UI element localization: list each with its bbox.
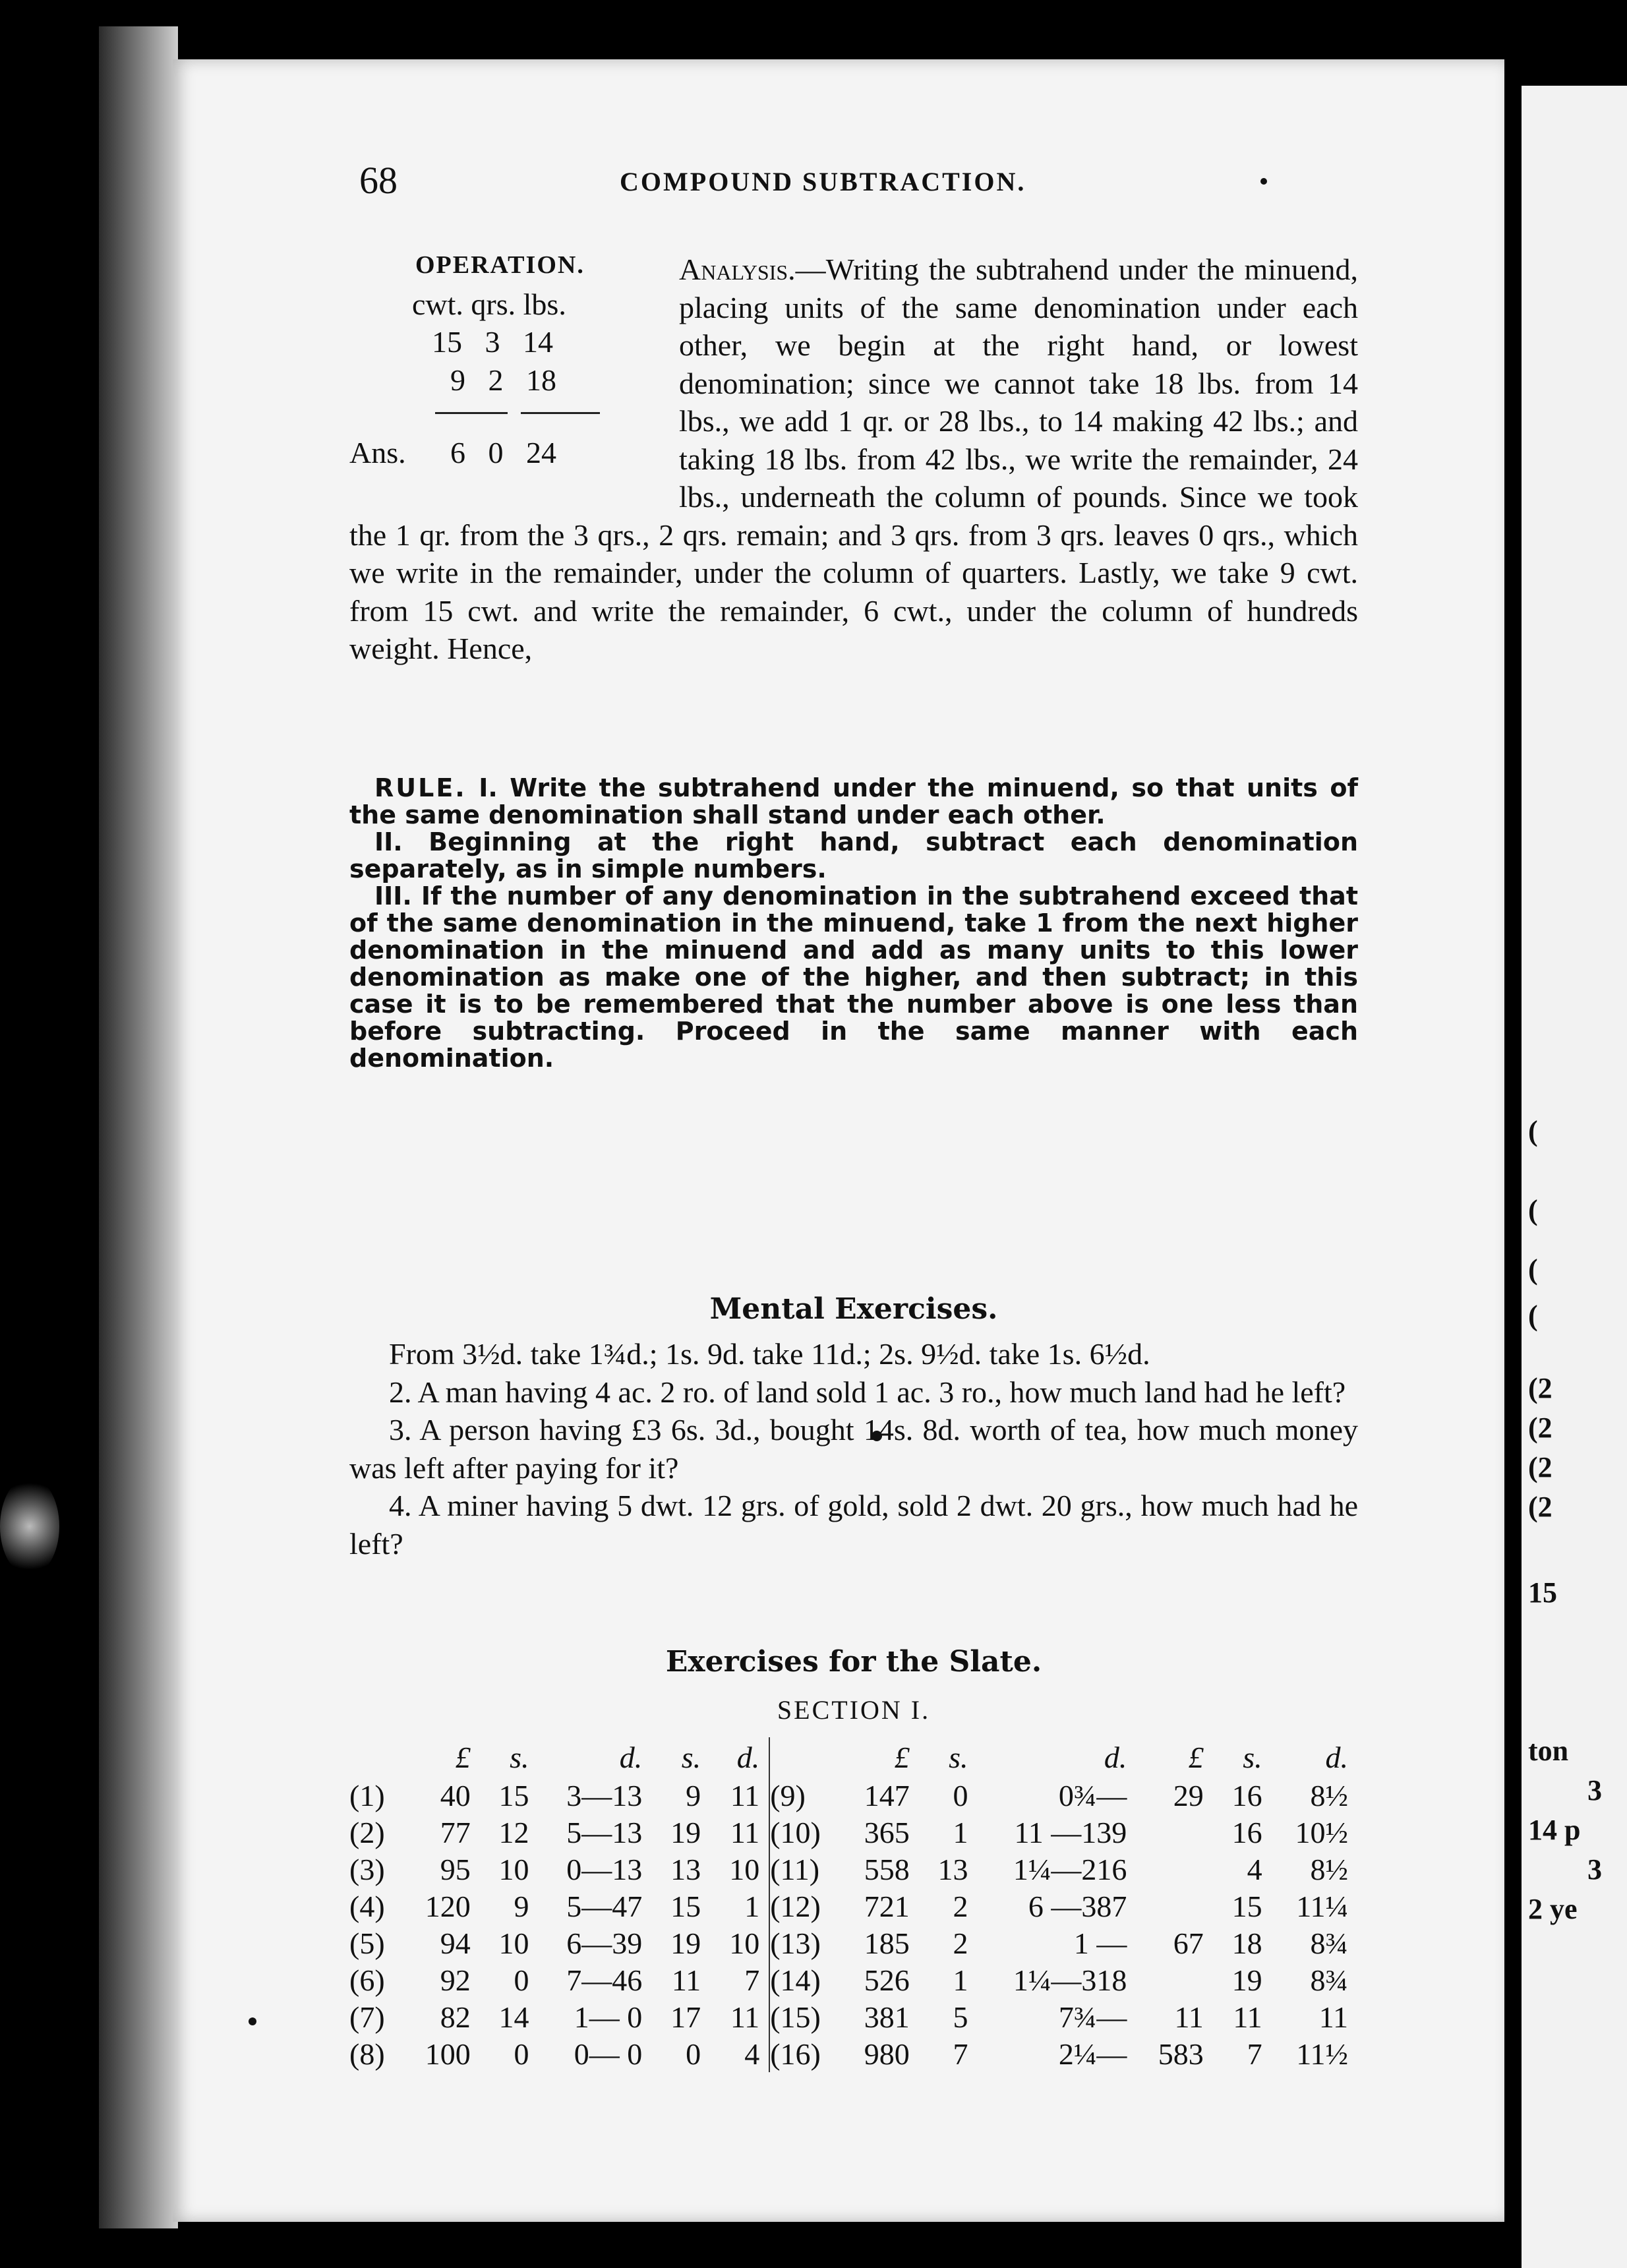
table-cell: 7—46 bbox=[566, 1963, 643, 1997]
table-cell: 4 bbox=[1247, 1852, 1262, 1886]
page-number: 68 bbox=[359, 159, 398, 202]
table-cell: 1¼—318 bbox=[1013, 1963, 1127, 1997]
mental-question: 3. A person having £3 6s. 3d., bought 14s. 8d. worth of tea, how much money was left after paying for it? bbox=[349, 1413, 1358, 1485]
book-page-edges bbox=[99, 26, 178, 2228]
table-cell: 16 bbox=[1231, 1815, 1262, 1849]
table-cell: 0 bbox=[514, 2037, 529, 2071]
facing-page-fragment: 14 p bbox=[1528, 1814, 1581, 1846]
rule-label: RULE. bbox=[374, 773, 467, 802]
table-cell: 11 bbox=[1318, 2000, 1348, 2034]
table-row bbox=[349, 1777, 1357, 1814]
table-cell: 1— 0 bbox=[574, 2000, 643, 2034]
table-cell: 29 bbox=[1173, 1778, 1204, 1812]
rule-paragraph-2: II. Beginning at the right hand, subtract each denomination separately, as in simple numbers. bbox=[349, 827, 1358, 883]
table-cell: 10 bbox=[498, 1852, 529, 1886]
table-cell: (13) bbox=[770, 1926, 821, 1960]
column-header: £ bbox=[894, 1740, 910, 1774]
facing-page-fragment: ton bbox=[1528, 1735, 1569, 1767]
table-cell: 15 bbox=[1231, 1889, 1262, 1923]
table-cell: 1 — bbox=[1073, 1926, 1127, 1960]
table-cell: 11 bbox=[671, 1963, 701, 1997]
table-cell: 12 bbox=[498, 1815, 529, 1849]
table-cell: 0 bbox=[686, 2037, 701, 2071]
facing-page-fragment: (2 bbox=[1528, 1412, 1553, 1444]
table-cell: 120 bbox=[425, 1889, 471, 1923]
facing-page-fragment: ( bbox=[1528, 1253, 1538, 1286]
table-cell: 19 bbox=[1231, 1963, 1262, 1997]
running-head: COMPOUND SUBTRACTION. bbox=[620, 167, 1026, 196]
mental-question: 2. A man having 4 ac. 2 ro. of land sold 1 ac. 3 ro., how much land had he left? bbox=[389, 1375, 1346, 1409]
table-cell: 8½ bbox=[1310, 1852, 1348, 1886]
table-cell: 4 bbox=[710, 2035, 769, 2072]
table-cell: 8¾ bbox=[1310, 1963, 1348, 1997]
table-cell: 7 bbox=[710, 1961, 769, 1998]
table-cell: 11 bbox=[1233, 2000, 1262, 2034]
facing-page-fragment: ( bbox=[1528, 1115, 1538, 1147]
table-cell: 558 bbox=[864, 1852, 910, 1886]
table-cell: 7 bbox=[1247, 2037, 1262, 2071]
rule-paragraph-3: III. If the number of any denomination in the subtrahend exceed that of the same denomination in the minuend, take 1 from the next higher denomination in the minuend and add as many units to this lower denomination as make one of the higher, and then subtract; in this case it is to be remembered that the number above is one less than before subtracting. Proceed in the same manner with each denomination. bbox=[349, 881, 1358, 1073]
table-cell: 721 bbox=[864, 1889, 910, 1923]
column-header: s. bbox=[1243, 1740, 1262, 1774]
column-header: d. bbox=[619, 1740, 643, 1774]
column-header: s. bbox=[949, 1740, 968, 1774]
table-cell: (12) bbox=[770, 1889, 821, 1923]
rule-block bbox=[349, 775, 1358, 1072]
table-cell bbox=[1136, 1888, 1212, 1925]
table-cell: 526 bbox=[864, 1963, 910, 1997]
answer-label: Ans. bbox=[349, 436, 406, 469]
table-cell: 6 —387 bbox=[1028, 1889, 1127, 1923]
facing-page-fragment: 2 ye bbox=[1528, 1893, 1578, 1925]
page-content bbox=[349, 158, 1358, 2071]
rule-paragraph-1 bbox=[349, 775, 1358, 829]
table-cell: 77 bbox=[440, 1815, 471, 1849]
table-cell: 9 bbox=[686, 1778, 701, 1812]
table-cell: 13 bbox=[937, 1852, 968, 1886]
table-cell: (4) bbox=[349, 1889, 385, 1923]
table-cell: (1) bbox=[349, 1778, 385, 1812]
table-cell: 67 bbox=[1173, 1926, 1204, 1960]
table-cell: 7¾— bbox=[1058, 2000, 1127, 2034]
table-cell: (3) bbox=[349, 1852, 385, 1886]
table-cell: 11 bbox=[710, 1814, 769, 1851]
table-cell: 9 bbox=[514, 1889, 529, 1923]
table-row bbox=[349, 1814, 1357, 1851]
table-row bbox=[349, 1998, 1357, 2035]
table-cell: 95 bbox=[440, 1852, 471, 1886]
table-cell: 8¾ bbox=[1310, 1926, 1348, 1960]
table-header-row bbox=[349, 1737, 1357, 1777]
table-cell: (9) bbox=[770, 1778, 806, 1812]
light-glare bbox=[0, 1477, 59, 1576]
table-cell: 2¼— bbox=[1058, 2037, 1127, 2071]
table-cell: (10) bbox=[770, 1815, 821, 1849]
table-row bbox=[349, 1925, 1357, 1961]
facing-page-fragment: (2 bbox=[1528, 1451, 1553, 1483]
table-row bbox=[349, 2035, 1357, 2072]
operation-answer: 6 0 24 bbox=[450, 436, 556, 469]
operation-units: cwt. qrs. lbs. bbox=[412, 287, 566, 321]
table-cell: 147 bbox=[864, 1778, 910, 1812]
table-cell: 0 bbox=[514, 1963, 529, 1997]
ink-speck bbox=[249, 2017, 256, 2025]
mental-exercises bbox=[349, 1335, 1358, 1563]
table-cell: 0¾— bbox=[1058, 1778, 1127, 1812]
table-cell: 5—47 bbox=[566, 1889, 643, 1923]
table-cell: (6) bbox=[349, 1963, 385, 1997]
table-cell: (7) bbox=[349, 2000, 385, 2034]
table-cell: (15) bbox=[770, 2000, 821, 2034]
page-header bbox=[349, 158, 1358, 211]
facing-page-fragment: (2 bbox=[1528, 1372, 1553, 1404]
table-cell: 15 bbox=[498, 1778, 529, 1812]
table-cell: 185 bbox=[864, 1926, 910, 1960]
rule-text-1: I. Write the subtrahend under the minuend, so that units of the same denomination shall stand under each other. bbox=[349, 773, 1358, 829]
column-header: £ bbox=[1188, 1740, 1204, 1774]
table-cell: 583 bbox=[1158, 2037, 1204, 2071]
table-cell: 92 bbox=[440, 1963, 471, 1997]
table-cell: 381 bbox=[864, 2000, 910, 2034]
table-cell: 19 bbox=[670, 1815, 701, 1849]
operation-minuend: 15 3 14 bbox=[432, 325, 553, 359]
table-cell: 19 bbox=[670, 1926, 701, 1960]
table-cell: 980 bbox=[864, 2037, 910, 2071]
table-cell: 2 bbox=[953, 1889, 968, 1923]
facing-page-fragment: 15 bbox=[1528, 1576, 1557, 1609]
facing-page-fragment: (2 bbox=[1528, 1491, 1553, 1523]
table-cell: 11¼ bbox=[1296, 1889, 1348, 1923]
table-cell bbox=[1136, 1961, 1212, 1998]
table-cell bbox=[1136, 1851, 1212, 1888]
analysis-text: —Writing the subtrahend under the minuend, placing units of the same denomination under each other, we begin at the right hand, or lowest denomination; since we cannot take 18 lbs. from 14 lbs., we add 1 qr. or 28 lbs., to 14 making 42 lbs.; and taking 18 lbs. from 42 lbs., we write the remainder, 24 lbs., underneath the column of pounds. Since we took the 1 qr. from the 3 qrs., 2 qrs. remain; and 3 qrs. from 3 qrs. leaves 0 qrs., which we write in the remainder, under the column of quarters. Lastly, we take 9 cwt. from 15 cwt. and write the remainder, 6 cwt., under the column of hundreds weight. Hence, bbox=[349, 253, 1358, 665]
table-cell: 5—13 bbox=[566, 1815, 643, 1849]
table-cell: 7 bbox=[953, 2037, 968, 2071]
table-cell: 18 bbox=[1231, 1926, 1262, 1960]
table-cell: 8½ bbox=[1310, 1778, 1348, 1812]
section-label: SECTION I. bbox=[777, 1695, 931, 1725]
table-cell: 2 bbox=[953, 1926, 968, 1960]
table-row bbox=[349, 1888, 1357, 1925]
table-cell: 11½ bbox=[1296, 2037, 1348, 2071]
table-cell: 15 bbox=[670, 1889, 701, 1923]
mental-question: 4. A miner having 5 dwt. 12 grs. of gold, sold 2 dwt. 20 grs., how much had he left? bbox=[349, 1489, 1358, 1561]
facing-page-fragment: 3 bbox=[1587, 1774, 1602, 1806]
table-row bbox=[349, 1851, 1357, 1888]
table-cell: 11 bbox=[710, 1777, 769, 1814]
table-cell: 1 bbox=[953, 1815, 968, 1849]
table-cell: 10½ bbox=[1295, 1815, 1348, 1849]
table-cell: 365 bbox=[864, 1815, 910, 1849]
slate-exercises-heading: Exercises for the Slate. bbox=[665, 1645, 1042, 1679]
table-cell: (16) bbox=[770, 2037, 821, 2071]
column-header: d. bbox=[1104, 1740, 1127, 1774]
table-cell: 0—13 bbox=[566, 1852, 643, 1886]
table-cell: 6—39 bbox=[566, 1926, 643, 1960]
table-cell: (14) bbox=[770, 1963, 821, 1997]
table-cell: (8) bbox=[349, 2037, 385, 2071]
table-cell: 0— 0 bbox=[574, 2037, 643, 2071]
table-cell: 40 bbox=[440, 1778, 471, 1812]
table-cell: 3—13 bbox=[566, 1778, 643, 1812]
table-row bbox=[349, 1961, 1357, 1998]
table-cell: 17 bbox=[670, 2000, 701, 2034]
mental-question: From 3½d. take 1¾d.; 1s. 9d. take 11d.; 2s. 9½d. take 1s. 6½d. bbox=[389, 1337, 1150, 1371]
table-cell: 13 bbox=[670, 1852, 701, 1886]
table-cell: 0 bbox=[953, 1778, 968, 1812]
table-cell: 100 bbox=[425, 2037, 471, 2071]
table-cell: 10 bbox=[710, 1851, 769, 1888]
analysis-paragraph bbox=[349, 251, 1358, 668]
facing-page-fragment: ( bbox=[1528, 1299, 1538, 1332]
table-cell: 11 bbox=[1174, 2000, 1204, 2034]
table-cell: 82 bbox=[440, 2000, 471, 2034]
column-header: s. bbox=[681, 1740, 701, 1774]
exercise-table bbox=[349, 1737, 1358, 2072]
table-cell: 1¼—216 bbox=[1013, 1852, 1127, 1886]
table-cell: 14 bbox=[498, 2000, 529, 2034]
table-cell: 1 bbox=[953, 1963, 968, 1997]
table-cell: 11 bbox=[710, 1998, 769, 2035]
facing-page-fragment: 3 bbox=[1587, 1853, 1602, 1886]
facing-page bbox=[1522, 86, 1627, 2268]
analysis-lead: Analysis. bbox=[679, 253, 796, 286]
column-header: £ bbox=[455, 1740, 471, 1774]
facing-page-fragment: ( bbox=[1528, 1194, 1538, 1226]
table-cell bbox=[1136, 1814, 1212, 1851]
operation-label: OPERATION. bbox=[415, 251, 585, 279]
column-header: s. bbox=[510, 1740, 529, 1774]
table-cell: 10 bbox=[498, 1926, 529, 1960]
table-cell: (5) bbox=[349, 1926, 385, 1960]
table-cell: (2) bbox=[349, 1815, 385, 1849]
table-cell: 94 bbox=[440, 1926, 471, 1960]
table-cell: 1 bbox=[710, 1888, 769, 1925]
table-cell: 5 bbox=[953, 2000, 968, 2034]
column-header: d. bbox=[710, 1737, 769, 1777]
column-header: d. bbox=[1325, 1740, 1348, 1774]
table-cell: 16 bbox=[1231, 1778, 1262, 1812]
mental-exercises-heading: Mental Exercises. bbox=[709, 1292, 998, 1326]
operation-subtrahend: 9 2 18 bbox=[450, 363, 556, 397]
table-cell: (11) bbox=[770, 1852, 820, 1886]
table-cell: 10 bbox=[710, 1925, 769, 1961]
table-cell: 11 —139 bbox=[1014, 1815, 1127, 1849]
